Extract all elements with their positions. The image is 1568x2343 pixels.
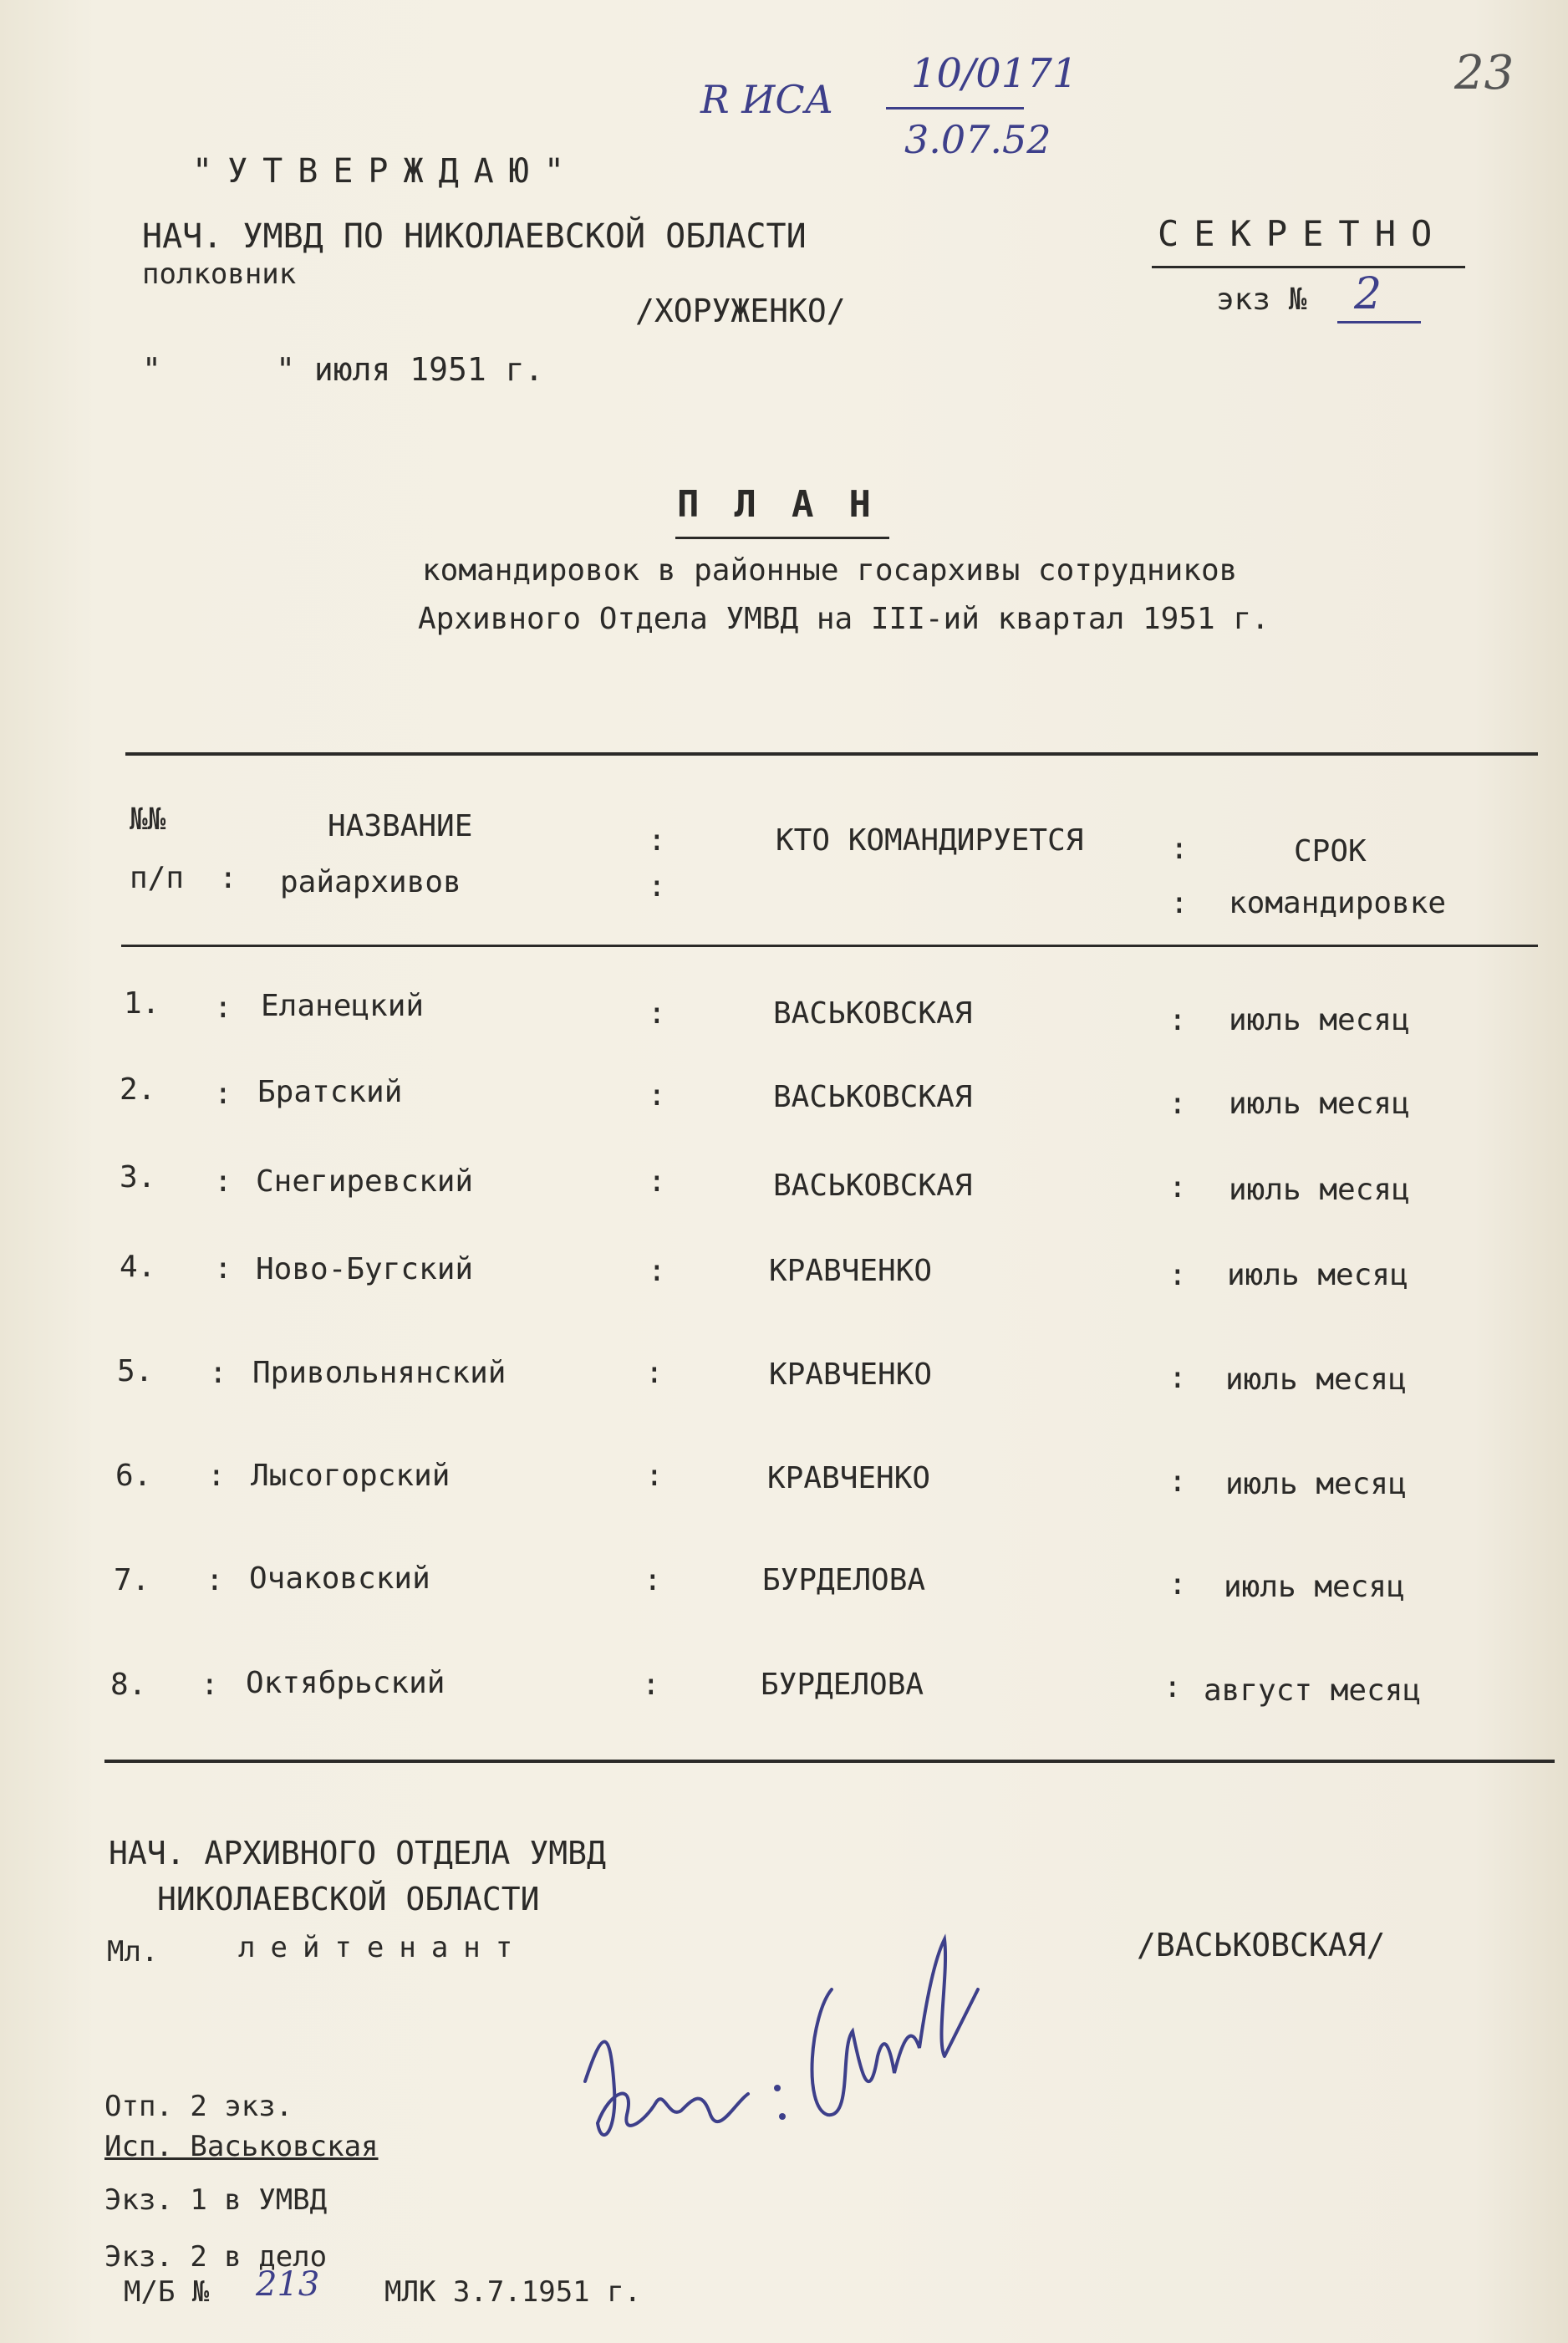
archive-number-underline [886, 107, 1024, 110]
approver-position: НАЧ. УМВД ПО НИКОЛАЕВСКОЙ ОБЛАСТИ [142, 217, 807, 256]
row-colon: : [1168, 1258, 1187, 1292]
row-colon: : [1168, 1567, 1187, 1602]
row-number: 1. [124, 986, 160, 1021]
row-colon: : [642, 1668, 660, 1702]
row-number: 7. [114, 1563, 150, 1597]
footer-rank: лейтенант [238, 1931, 528, 1964]
row-person: ВАСЬКОВСКАЯ [773, 996, 973, 1031]
header-term-2: командировке [1229, 886, 1447, 920]
row-colon: : [648, 1078, 666, 1113]
header-term: СРОК [1294, 834, 1367, 868]
row-colon: : [206, 1563, 224, 1597]
row-term: июль месяц [1224, 1570, 1405, 1604]
copy-2-note: Экз. 2 в дело [104, 2240, 328, 2274]
copy-1-note: Экз. 1 в УМВД [104, 2183, 328, 2217]
row-colon: : [201, 1668, 219, 1702]
executor: Исп. Васьковская [104, 2130, 379, 2163]
row-person: БУРДЕЛОВА [762, 1563, 926, 1597]
row-colon: : [214, 1251, 232, 1286]
row-colon: : [1168, 1087, 1187, 1121]
document-title: ПЛАН [677, 483, 906, 526]
row-colon: : [1168, 1003, 1187, 1037]
row-number: 6. [115, 1459, 152, 1493]
row-archive: Еланецкий [261, 989, 425, 1023]
table-bottom-rule [104, 1760, 1555, 1763]
row-person: КРАВЧЕНКО [769, 1357, 933, 1392]
secret-underline [1152, 266, 1465, 268]
header-who: КТО КОМАНДИРУЕТСЯ [776, 823, 1084, 858]
row-colon: : [648, 1254, 666, 1288]
mb-label: М/Б № [124, 2275, 210, 2309]
copy-label: экз № [1216, 283, 1307, 317]
header-colon-1: : [219, 861, 237, 895]
row-colon: : [207, 1459, 226, 1493]
row-number: 2. [120, 1072, 156, 1107]
row-person: КРАВЧЕНКО [767, 1461, 931, 1495]
footer-region: НИКОЛАЕВСКОЙ ОБЛАСТИ [157, 1881, 540, 1918]
header-name: НАЗВАНИЕ [328, 809, 473, 843]
header-colon-5: : [1170, 886, 1189, 920]
secret-label: СЕКРЕТНО [1158, 213, 1448, 254]
row-archive: Октябрьский [246, 1666, 445, 1700]
footer-signer: /ВАСЬКОВСКАЯ/ [1137, 1927, 1386, 1964]
row-colon: : [1168, 1361, 1187, 1395]
row-person: КРАВЧЕНКО [769, 1254, 933, 1288]
row-term: июль месяц [1225, 1363, 1407, 1397]
row-colon: : [209, 1356, 227, 1390]
row-person: ВАСЬКОВСКАЯ [773, 1169, 973, 1203]
approval-date: " " июля 1951 г. [142, 351, 544, 388]
table-header-rule [121, 945, 1538, 947]
archive-number: 10/0171 [911, 50, 1078, 97]
mb-number: 213 [256, 2265, 320, 2304]
archive-reference: R ИСА [700, 77, 834, 122]
row-colon: : [648, 1164, 666, 1199]
row-archive: Братский [257, 1075, 403, 1109]
header-colon-2: : [648, 823, 666, 858]
row-colon: : [1168, 1464, 1187, 1499]
subtitle-line-1: командировок в районные госархивы сотрудников [422, 553, 1238, 588]
row-number: 3. [120, 1160, 156, 1194]
row-number: 4. [120, 1250, 156, 1284]
row-colon: : [214, 991, 232, 1025]
footer-rank-prefix: Мл. [107, 1935, 159, 1969]
row-colon: : [644, 1563, 662, 1597]
approver-rank: полковник [142, 257, 297, 291]
row-term: июль месяц [1229, 1173, 1410, 1207]
row-term: июль месяц [1227, 1258, 1408, 1292]
row-colon: : [1163, 1670, 1182, 1704]
table-top-rule [125, 752, 1538, 756]
page-number: 23 [1454, 46, 1515, 100]
row-colon: : [645, 1356, 664, 1390]
row-archive: Лысогорский [251, 1459, 451, 1493]
row-term: июль месяц [1229, 1003, 1410, 1037]
verified-signature [577, 1923, 1028, 2182]
row-term: июль месяц [1225, 1467, 1407, 1501]
row-archive: Очаковский [249, 1561, 430, 1596]
copy-number-underline [1337, 321, 1421, 323]
row-number: 5. [117, 1354, 154, 1388]
header-num-2: п/п [130, 861, 185, 895]
row-person: ВАСЬКОВСКАЯ [773, 1080, 973, 1114]
header-colon-4: : [1170, 832, 1189, 866]
header-name-2: райархивов [280, 865, 461, 899]
row-archive: Ново-Бугский [256, 1252, 474, 1286]
row-archive: Снегиревский [256, 1164, 474, 1199]
mb-date: МЛК 3.7.1951 г. [384, 2275, 642, 2309]
row-person: БУРДЕЛОВА [761, 1668, 924, 1702]
header-num: №№ [130, 802, 166, 837]
row-colon: : [214, 1164, 232, 1199]
row-colon: : [645, 1459, 664, 1493]
archive-date: 3.07.52 [904, 117, 1051, 162]
printed-copies: Отп. 2 экз. [104, 2090, 293, 2123]
row-term: июль месяц [1229, 1087, 1410, 1121]
row-colon: : [214, 1077, 232, 1111]
row-number: 8. [110, 1668, 147, 1702]
row-colon: : [648, 996, 666, 1031]
approver-surname: /ХОРУЖЕНКО/ [635, 293, 846, 329]
title-underline [675, 537, 889, 539]
row-term: август месяц [1204, 1673, 1422, 1708]
row-archive: Привольнянский [252, 1356, 507, 1390]
row-colon: : [1168, 1170, 1187, 1205]
header-colon-3: : [648, 869, 666, 904]
copy-number: 2 [1354, 269, 1382, 319]
approve-heading: "УТВЕРЖДАЮ" [192, 152, 579, 191]
subtitle-line-2: Архивного Отдела УМВД на III-ий квартал 1951 г. [418, 602, 1270, 636]
footer-position: НАЧ. АРХИВНОГО ОТДЕЛА УМВД [109, 1835, 606, 1872]
